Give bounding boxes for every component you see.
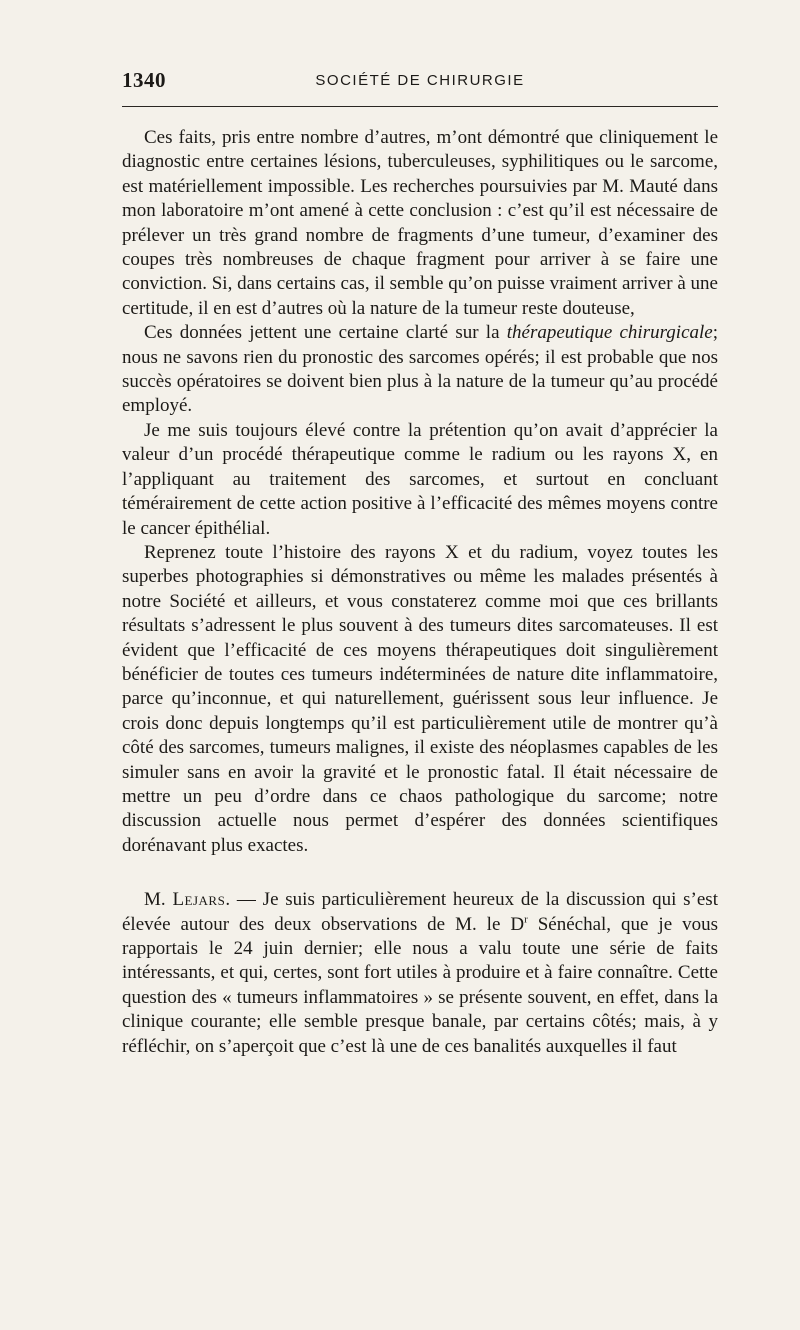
paragraph-5-text-2: Sénéchal, que je vous rapportais le 24 juin dernier; elle nous a valu toute une série de faits intéressants, et qui, certes, sont fort utiles à produire et à faire connaître. Cette question des « tumeurs inflammatoires » se présente souvent, en effet, dans la clinique courante; elle semble presque banale, par certains côtés; mais, à y réfléchir, on s’aperçoit que c’est là une de ces banalités auxquelles il faut bbox=[122, 913, 718, 1057]
paragraph-4: Reprenez toute l’histoire des rayons X et du radium, voyez toutes les superbes photographies si démonstratives ou même les malades présentés à notre Société et ailleurs, et vous constaterez comme moi que ces brillants résultats s’adressent le plus souvent à des tumeurs dites sarcomateuses. Il est évident que l’efficacité de ces moyens thérapeutiques doit singulièrement bénéficier de toutes ces tumeurs indéterminées de nature dite inflammatoire, parce qu’inconnue, et qui naturellement, guérissent sous leur influence. Je crois donc depuis longtemps qu’il est particulièrement utile de montrer qu’à côté des sarcomes, tumeurs malignes, il existe des néoplasmes capables de les simuler sans en avoir la gravité et le pronostic fatal. Il était nécessaire de mettre un peu d’ordre dans ce chaos pathologique du sarcome; notre discussion actuelle nous permet d’espérer des données scientifiques dorénavant plus exactes. bbox=[122, 541, 718, 856]
paragraph-2-italic: thérapeutique chirurgicale bbox=[506, 322, 713, 344]
paragraph-5 bbox=[122, 888, 718, 1059]
paragraph-1: Ces faits, pris entre nombre d’autres, m’ont démontré que cliniquement le diagnostic entre certaines lésions, tuberculeuses, syphilitiques ou le sarcome, est matériellement impossible. Les recherches poursuivies par M. Mauté dans mon laboratoire m’ont amené à cette conclusion : c’est qu’il est nécessaire de prélever un très grand nombre de fragments d’une tumeur, d’examiner des coupes très nombreuses de chaque fragment pour arriver à se faire une conviction. Si, dans certains cas, il semble qu’on puisse vraiment arriver à une certitude, il en est d’autres où la nature de la tumeur reste douteuse, bbox=[122, 127, 718, 319]
body-text bbox=[122, 126, 718, 1059]
doctor-superscript: r bbox=[524, 913, 528, 926]
paragraph-2-end: ; nous ne savons rien du pronostic des sarcomes opérés; il est probable que nos succès opératoires se doivent bien plus à la nature de la tumeur qu’au procédé employé. bbox=[122, 322, 718, 417]
paragraph-2-start: Ces données jettent une certaine clarté sur la bbox=[144, 322, 507, 344]
speaker-prefix: M. bbox=[144, 889, 173, 911]
paragraph-5-text-1: . — Je suis particulièrement heureux de la discussion qui s’est élevée autour des deux observations de M. le D bbox=[122, 889, 718, 935]
paragraph-3: Je me suis toujours élevé contre la prétention qu’on avait d’apprécier la valeur d’un procédé thérapeutique comme le radium ou les rayons X, en l’appliquant au traitement des sarcomes, et surtout en concluant témérairement de cette action positive à l’efficacité des mêmes moyens contre le cancer épithélial. bbox=[122, 419, 718, 539]
paragraph-2 bbox=[122, 321, 718, 419]
running-title: SOCIÉTÉ DE CHIRURGIE bbox=[315, 72, 525, 89]
page-number: 1340 bbox=[122, 68, 166, 92]
speaker-name: Lejars bbox=[172, 889, 226, 911]
running-header bbox=[122, 66, 718, 107]
